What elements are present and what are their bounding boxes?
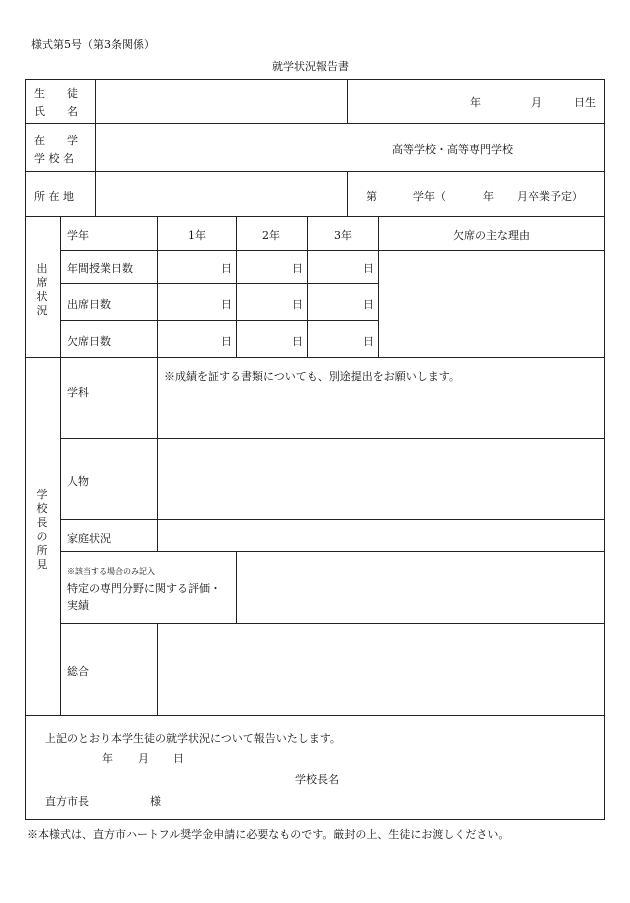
honorific: 様: [150, 795, 161, 808]
report-statement: 上記のとおり本学生徒の就学状況について報告いたします。: [45, 732, 341, 745]
cell-attended-days-y2[interactable]: 日: [292, 298, 303, 311]
cell-attended-days-y3[interactable]: 日: [363, 298, 374, 311]
row-label-absent-days: 欠席日数: [67, 335, 111, 348]
grade-prefix: 第: [366, 190, 377, 203]
address-label: 所 在 地: [34, 190, 74, 203]
academics-note: ※成績を証する書類についても、別途提出をお願いします。: [164, 370, 460, 383]
attendance-section-label: 出席状況: [36, 262, 48, 317]
cell-class-days-y3[interactable]: 日: [363, 262, 374, 275]
family-field[interactable]: [158, 520, 604, 551]
absence-reason-field[interactable]: [379, 251, 604, 357]
overall-label: 総合: [67, 665, 89, 678]
attendance-header-year1: 1年: [188, 229, 206, 242]
overall-field[interactable]: [158, 624, 604, 715]
opinion-section-label: 学校長の所見: [36, 488, 48, 571]
address-field[interactable]: [96, 172, 347, 216]
attendance-header-year2: 2年: [262, 229, 280, 242]
student-name-field[interactable]: [96, 80, 347, 123]
school-type: 高等学校・高等専門学校: [392, 143, 513, 156]
school-label-bottom: 学 校 名: [34, 152, 74, 165]
school-name-field[interactable]: [96, 124, 604, 171]
cell-absent-days-y1[interactable]: 日: [221, 335, 232, 348]
graduation-text: 月卒業予定）: [517, 190, 583, 203]
character-field[interactable]: [158, 439, 604, 519]
character-label: 人物: [67, 475, 89, 488]
special-label-line2: 実績: [67, 599, 89, 612]
report-date-month: 月: [138, 752, 149, 765]
cell-absent-days-y2[interactable]: 日: [292, 335, 303, 348]
cell-absent-days-y3[interactable]: 日: [363, 335, 374, 348]
special-label-line1: 特定の専門分野に関する評価・: [67, 582, 221, 595]
birth-day-label: 日生: [574, 96, 596, 109]
family-label: 家庭状況: [67, 532, 111, 545]
principal-name-label: 学校長名: [295, 773, 339, 786]
attendance-header-grade: 学年: [67, 229, 89, 242]
row-label-attended-days: 出席日数: [67, 298, 111, 311]
grade-text: 学年（: [413, 190, 446, 203]
school-label-top: 在 学: [34, 134, 78, 147]
cell-class-days-y2[interactable]: 日: [292, 262, 303, 275]
cell-class-days-y1[interactable]: 日: [221, 262, 232, 275]
student-label-bottom: 氏 名: [34, 105, 78, 118]
birth-month-label: 月: [531, 96, 542, 109]
student-label-top: 生 徒: [34, 87, 78, 100]
report-date-day: 日: [173, 752, 184, 765]
row-label-class-days: 年間授業日数: [67, 262, 133, 275]
usage-note: ※本様式は、直方市ハートフル奨学金申請に必要なものです。厳封の上、生徒にお渡しください。: [27, 828, 510, 841]
cell-attended-days-y1[interactable]: 日: [221, 298, 232, 311]
academics-label: 学科: [67, 386, 89, 399]
report-date-year: 年: [102, 752, 113, 765]
attendance-header-reason: 欠席の主な理由: [453, 229, 530, 242]
special-note: ※該当する場合のみ記入: [67, 567, 155, 576]
graduation-year-label: 年: [483, 190, 494, 203]
document-title: 就学状況報告書: [272, 60, 349, 73]
attendance-header-year3: 3年: [334, 229, 352, 242]
addressee: 直方市長: [45, 795, 89, 808]
birth-year-label: 年: [470, 96, 481, 109]
special-field[interactable]: [237, 552, 604, 623]
academics-field[interactable]: [158, 384, 604, 438]
form-number: 様式第5号（第3条関係）: [31, 38, 155, 51]
